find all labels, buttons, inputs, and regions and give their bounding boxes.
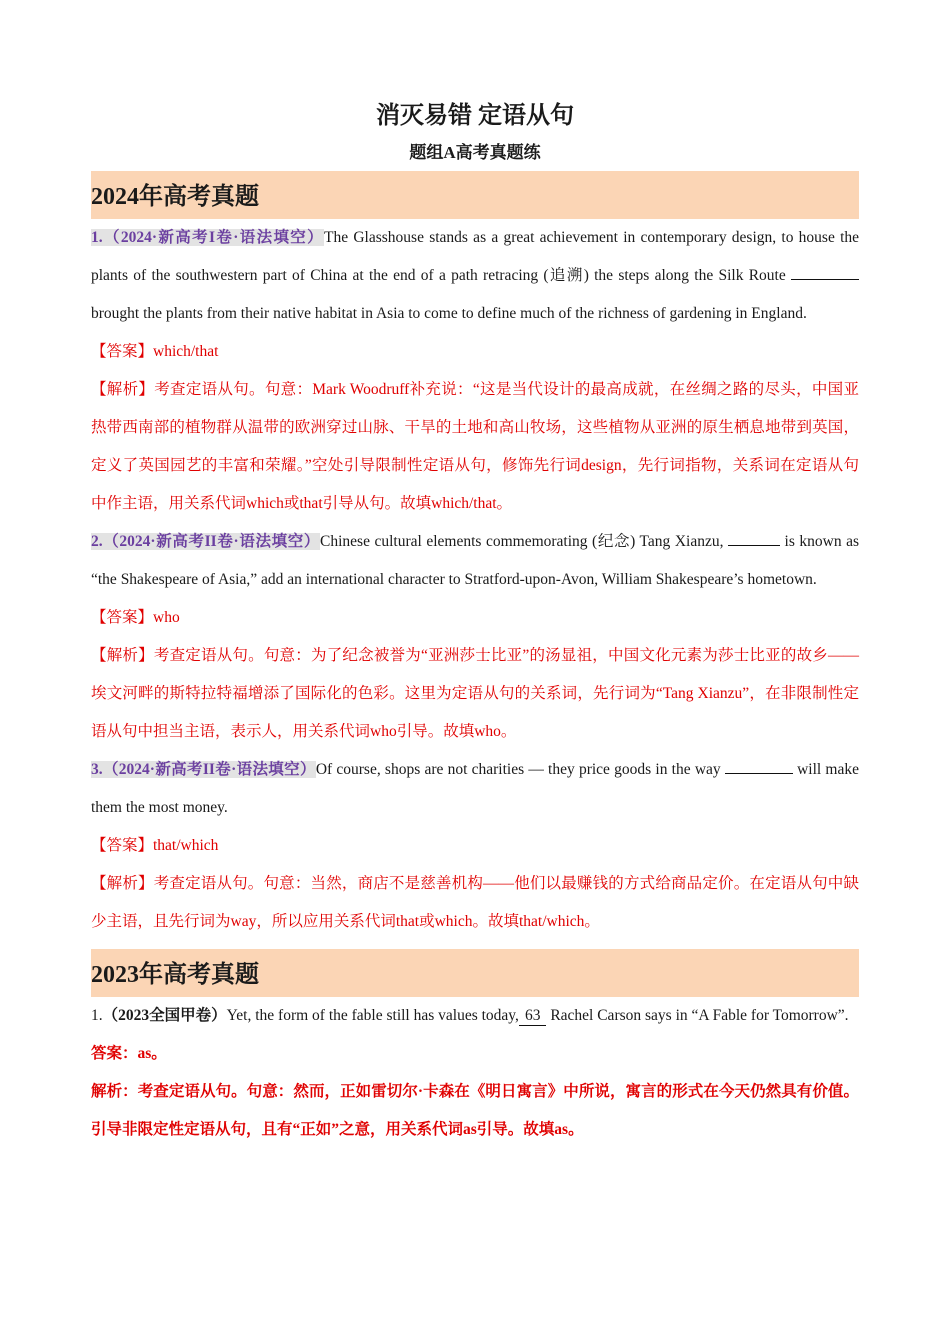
question-tag: 1.（2024·新高考I卷·语法填空） [91,229,325,246]
answer-line: 【答案】who [91,609,180,626]
question-tag: 2.（2024·新高考II卷·语法填空） [91,533,321,550]
answer-line: 【答案】which/that [91,343,219,360]
page-subtitle: 题组A高考真题练 [409,143,541,162]
question-number: 1. [91,1007,103,1024]
question-3-2024 [91,751,859,827]
question-text: Yet, the form of the fable still has values today, [226,1007,519,1024]
answer-line: 【答案】that/which [91,837,219,854]
question-tag: （2023全国甲卷） [102,1007,227,1024]
section-header-2023: 2023年高考真题 [91,949,859,997]
question-text: Rachel Carson says in “A Fable for Tomorrow”. [550,1007,849,1024]
document-page [91,96,859,1149]
page-title: 消灭易错 定语从句 [376,103,574,129]
question-2-2024 [91,523,859,599]
question-text: is known as “the Shakespeare of Asia,” add an international character to Stratford-upon-Avon, William Shakespeare’s hometown. [91,533,860,588]
answer-line: 答案：as。 [91,1045,167,1062]
answer-blank[interactable] [728,531,780,546]
question-text: The Glasshouse stands as a great achievement in contemporary design, to house the plants of the southwestern part of China at the end of a path retracing (追溯) the steps along the Silk Route [91,229,860,284]
question-text: brought the plants from their native habitat in Asia to come to define much of the richness of gardening in England. [91,305,807,322]
explanation-paragraph: 解析：考查定语从句。句意：然而，正如雷切尔·卡森在《明日寓言》中所说，寓言的形式在今天仍然具有价值。引导非限定性定语从句，且有“正如”之意，用关系代词as引导。故填as。 [91,1083,859,1138]
question-1-2024 [91,219,859,333]
question-text: will make them the most money. [91,761,859,816]
section-header-2024: 2024年高考真题 [91,171,859,219]
explanation-paragraph: 【解析】考查定语从句。句意：当然，商店不是慈善机构——他们以最赚钱的方式给商品定价。在定语从句中缺少主语，且先行词为way，所以应用关系代词that或which。故填that/which。 [91,875,859,930]
explanation-paragraph: 【解析】考查定语从句。句意：为了纪念被誉为“亚洲莎士比亚”的汤显祖，中国文化元素为莎士比亚的故乡——埃文河畔的斯特拉特福增添了国际化的色彩。这里为定语从句的关系词，先行词为“Tang Xianzu”，在非限制性定语从句中担当主语，表示人，用关系代词who引导。故填who。 [91,647,859,740]
question-text: Of course, shops are not charities — they price goods in the way [315,761,721,778]
answer-blank[interactable] [791,265,859,280]
answer-blank-numbered[interactable]: 63 [519,1007,547,1026]
explanation-paragraph: 【解析】考查定语从句。句意：Mark Woodruff补充说：“这是当代设计的最高成就，在丝绸之路的尽头，中国亚热带西南部的植物群从温带的欧洲穿过山脉、干旱的土地和高山牧场，这些植物从亚洲的原生栖息地带到英国，定义了英国园艺的丰富和荣耀。”空处引导限制性定语从句，修饰先行词design，先行词指物，关系词在定语从句中作主语，用关系代词which或that引导从句。故填which/that。 [91,381,859,512]
answer-blank[interactable] [725,759,793,774]
question-tag: 3.（2024·新高考II卷·语法填空） [91,761,316,778]
question-1-2023 [91,997,859,1035]
question-text: Chinese cultural elements commemorating (纪念) Tang Xianzu, [320,533,724,550]
